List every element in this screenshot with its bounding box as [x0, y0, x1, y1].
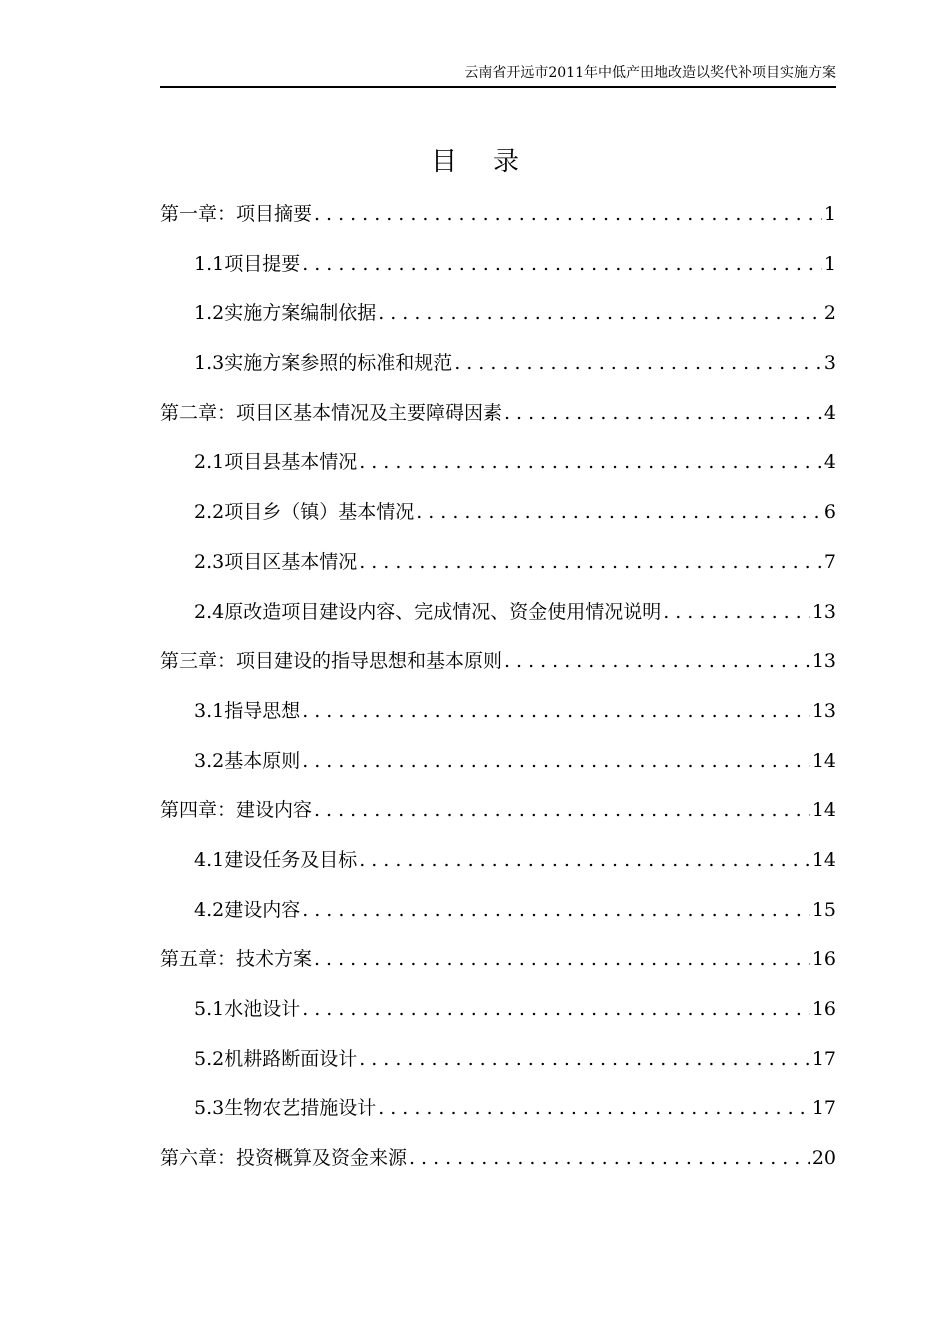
toc-entry-title: 3.1指导思想 — [194, 699, 301, 722]
toc-section-entry[interactable] — [160, 741, 836, 791]
toc-dot-leader — [378, 1088, 810, 1128]
toc-page-number: 14 — [811, 749, 836, 772]
toc-section-entry[interactable] — [160, 492, 836, 542]
toc-page-number: 17 — [811, 1047, 836, 1070]
toc-entry-title: 第三章：项目建设的指导思想和基本原则 — [160, 650, 503, 673]
toc-entry-title: 3.2基本原则 — [194, 749, 301, 772]
toc-entry-title: 第四章：建设内容 — [160, 799, 313, 822]
toc-entry-title: 2.3项目区基本情况 — [194, 550, 358, 573]
toc-entry-title: 第二章：项目区基本情况及主要障碍因素 — [160, 401, 503, 424]
toc-page-number: 14 — [811, 848, 836, 871]
toc-dot-leader — [409, 1138, 810, 1178]
toc-dot-leader — [663, 592, 810, 632]
toc-entry-title: 第五章：技术方案 — [160, 948, 313, 971]
toc-section-entry[interactable] — [160, 244, 836, 294]
toc-chapter-entry[interactable] — [160, 1138, 836, 1188]
toc-section-entry[interactable] — [160, 293, 836, 343]
toc-dot-leader — [314, 790, 810, 830]
toc-section-entry[interactable] — [160, 890, 836, 940]
toc-dot-leader — [302, 890, 810, 930]
toc-section-entry[interactable] — [160, 840, 836, 890]
toc-section-entry[interactable] — [160, 989, 836, 1039]
toc-chapter-entry[interactable] — [160, 790, 836, 840]
toc-page-number: 13 — [811, 600, 836, 623]
toc-page-number: 3 — [823, 352, 836, 375]
toc-dot-leader — [314, 194, 822, 234]
toc-page-number: 15 — [811, 898, 836, 921]
toc-page-number: 1 — [823, 203, 836, 225]
toc-chapter-entry[interactable] — [160, 641, 836, 691]
toc-dot-leader — [504, 393, 822, 433]
toc-chapter-entry[interactable] — [160, 194, 836, 244]
toc-page-number: 4 — [823, 451, 836, 474]
toc-section-entry[interactable] — [160, 691, 836, 741]
toc-page-number: 16 — [811, 948, 836, 971]
toc-page-number: 16 — [811, 998, 836, 1020]
page-title: 目录 — [430, 147, 555, 177]
toc-section-entry[interactable] — [160, 1088, 836, 1138]
toc-chapter-entry[interactable] — [160, 393, 836, 443]
toc-page-number: 13 — [811, 699, 836, 722]
toc-entry-title: 第六章：投资概算及资金来源 — [160, 1147, 408, 1170]
toc-entry-title: 4.2建设内容 — [194, 898, 301, 921]
toc-section-entry[interactable] — [160, 343, 836, 393]
toc-entry-title: 2.2项目乡（镇）基本情况 — [194, 501, 415, 524]
toc-entry-title: 4.1建设任务及目标 — [194, 848, 358, 871]
running-header — [160, 62, 836, 88]
toc-section-entry[interactable] — [160, 442, 836, 492]
toc-dot-leader — [359, 442, 822, 482]
toc-section-entry[interactable] — [160, 542, 836, 592]
toc-entry-title: 2.4原改造项目建设内容、完成情况、资金使用情况说明 — [194, 600, 662, 623]
toc-dot-leader — [504, 641, 810, 681]
toc-dot-leader — [359, 1039, 810, 1079]
toc-entry-title: 第一章：项目摘要 — [160, 203, 313, 225]
table-of-contents — [160, 194, 836, 1188]
toc-entry-title: 1.3实施方案参照的标准和规范 — [194, 352, 453, 375]
toc-page-number: 13 — [811, 650, 836, 673]
toc-dot-leader — [302, 691, 810, 731]
running-header-text: 云南省开远市2011年中低产田地改造以奖代补项目实施方案 — [464, 65, 836, 81]
toc-dot-leader — [314, 939, 810, 979]
toc-entry-title: 5.2机耕路断面设计 — [194, 1047, 358, 1070]
toc-page-number: 4 — [823, 401, 836, 424]
toc-page-number: 2 — [823, 302, 836, 325]
toc-section-entry[interactable] — [160, 592, 836, 642]
toc-chapter-entry[interactable] — [160, 939, 836, 989]
toc-page-number: 1 — [823, 252, 836, 275]
toc-dot-leader — [302, 244, 822, 284]
toc-page-number: 14 — [811, 799, 836, 822]
toc-dot-leader — [302, 989, 810, 1029]
toc-page-number: 17 — [811, 1097, 836, 1120]
toc-dot-leader — [302, 741, 810, 781]
toc-page-number: 20 — [811, 1147, 836, 1170]
toc-dot-leader — [359, 840, 810, 880]
toc-page-number: 6 — [823, 501, 836, 524]
toc-entry-title: 2.1项目县基本情况 — [194, 451, 358, 474]
toc-entry-title: 5.1水池设计 — [194, 998, 301, 1020]
toc-entry-title: 1.2实施方案编制依据 — [194, 302, 377, 325]
toc-dot-leader — [378, 293, 822, 333]
toc-entry-title: 1.1项目提要 — [194, 252, 301, 275]
toc-dot-leader — [416, 492, 822, 532]
toc-page-number: 7 — [823, 550, 836, 573]
toc-section-entry[interactable] — [160, 1039, 836, 1089]
toc-dot-leader — [454, 343, 822, 383]
toc-dot-leader — [359, 542, 822, 582]
toc-entry-title: 5.3生物农艺措施设计 — [194, 1097, 377, 1120]
